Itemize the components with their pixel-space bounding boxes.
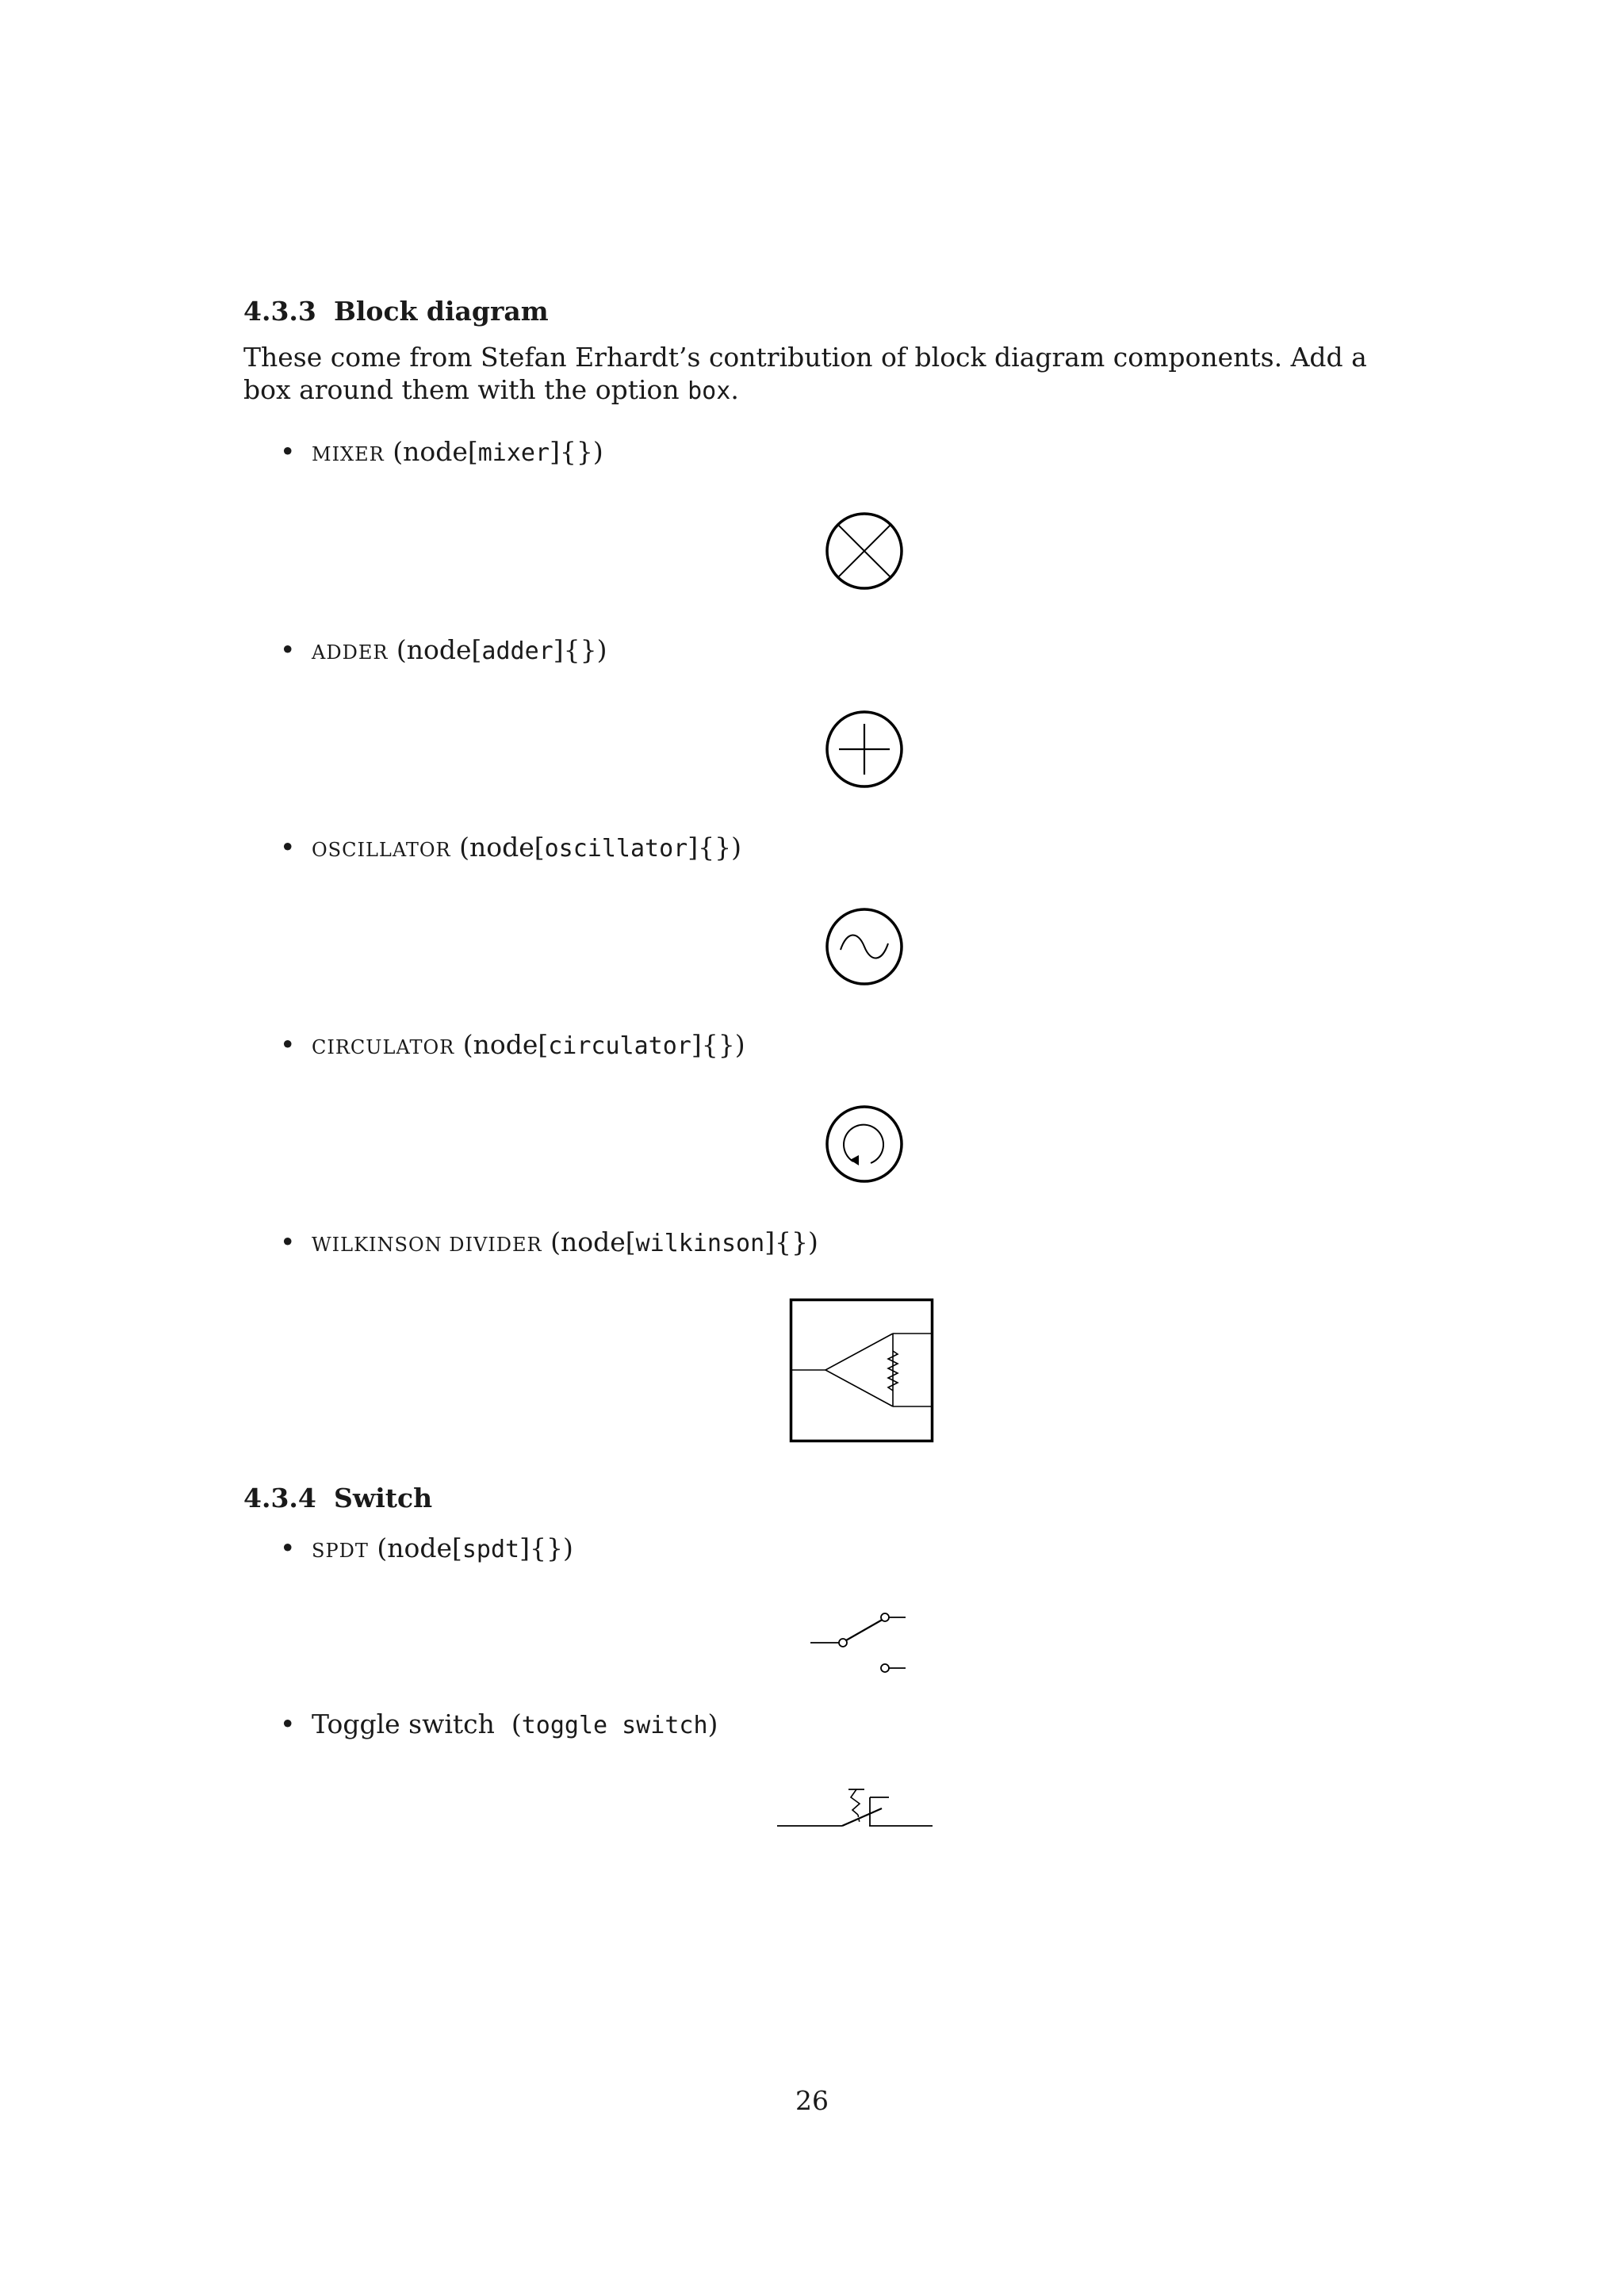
mixer-icon	[825, 511, 904, 591]
section-heading-switch	[243, 1483, 432, 1513]
item-name: ADDER	[312, 641, 389, 664]
item-open: (	[494, 1709, 522, 1739]
section-heading-block-diagram	[243, 296, 549, 327]
intro-text: These come from Stefan Erhardt’s contribution of block diagram components. Add a box around them with the option	[243, 342, 1367, 405]
bullet: •	[280, 832, 296, 863]
item-open: (node[	[450, 832, 545, 863]
bullet: •	[280, 1029, 296, 1060]
item-code: oscillator	[544, 835, 688, 863]
intro-code: box	[688, 377, 731, 405]
item-code: circulator	[548, 1032, 691, 1060]
item-code: spdt	[462, 1536, 520, 1563]
item-close: ]{})	[553, 634, 607, 665]
item-code: adder	[481, 637, 553, 665]
item-open: (node[	[454, 1029, 549, 1060]
item-close: ]{})	[550, 436, 603, 467]
section-title: Block diagram	[334, 296, 549, 327]
item-name: WILKINSON DIVIDER	[312, 1234, 542, 1256]
adder-icon	[825, 710, 904, 789]
item-close: ]{})	[691, 1029, 745, 1060]
bullet: •	[280, 634, 296, 665]
item-code: mixer	[477, 439, 550, 467]
item-open: (node[	[542, 1226, 636, 1257]
item-name: CIRCULATOR	[312, 1036, 455, 1058]
item-close: ]{})	[688, 832, 741, 863]
item-close: ]{})	[764, 1226, 818, 1257]
item-name: Toggle switch	[312, 1709, 495, 1739]
oscillator-icon	[825, 907, 904, 986]
circulator-icon	[825, 1104, 904, 1184]
intro-end: .	[730, 374, 739, 405]
bullet: •	[280, 436, 296, 467]
item-close: )	[707, 1709, 718, 1739]
wilkinson-divider-icon	[790, 1299, 936, 1445]
item-code: wilkinson	[635, 1230, 765, 1257]
toggle-switch-icon	[776, 1772, 942, 1835]
section-title: Switch	[334, 1483, 433, 1513]
item-name: SPDT	[312, 1540, 369, 1562]
item-open: (node[	[388, 634, 482, 665]
section-number: 4.3.4	[243, 1483, 316, 1513]
item-open: (node[	[368, 1533, 462, 1563]
page-number: 26	[795, 2085, 829, 2116]
item-name: OSCILLATOR	[312, 839, 451, 861]
item-name: MIXER	[312, 443, 385, 465]
bullet: •	[280, 1226, 296, 1257]
spdt-switch-icon	[809, 1601, 912, 1689]
item-code: toggle switch	[521, 1712, 708, 1739]
section-number: 4.3.3	[243, 296, 316, 327]
intro-paragraph	[243, 341, 1401, 408]
item-open: (node[	[384, 436, 478, 467]
item-close: ]{})	[519, 1533, 573, 1563]
bullet: •	[280, 1709, 296, 1739]
bullet: •	[280, 1533, 296, 1563]
